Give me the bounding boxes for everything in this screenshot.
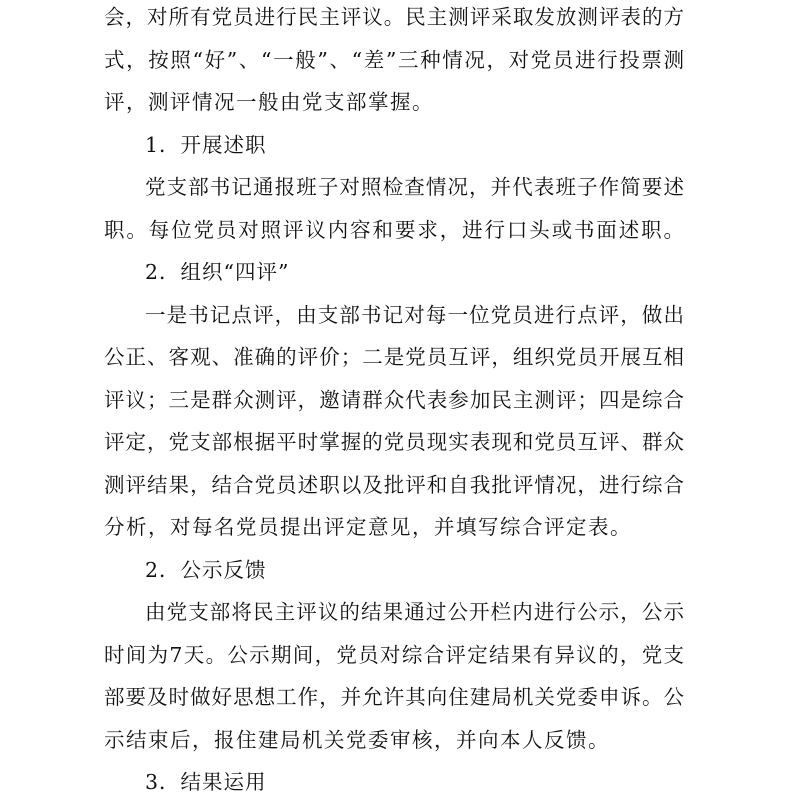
paragraph-line: 评议；三是群众测评，邀请群众代表参加民主测评；四是综合 (104, 388, 684, 412)
paragraph-line: 评，测评情况一般由党支部掌握。 (104, 90, 434, 114)
paragraph-line: 由党支部将民主评议的结果通过公开栏内进行公示，公示 (145, 600, 684, 624)
paragraph-line: 评定，党支部根据平时掌握的党员现实表现和党员互评、群众 (104, 430, 684, 454)
paragraph-line: 职。每位党员对照评议内容和要求，进行口头或书面述职。 (104, 218, 684, 242)
section-heading: 2．组织“四评” (145, 260, 290, 284)
paragraph-line: 式，按照“好”、“一般”、“差”三种情况，对党员进行投票测 (104, 48, 684, 72)
paragraph-line: 部要及时做好思想工作，并允许其向住建局机关党委申诉。公 (104, 685, 684, 709)
paragraph-line: 一是书记点评，由支部书记对每一位党员进行点评，做出 (145, 303, 684, 327)
paragraph-line: 党支部书记通报班子对照检查情况，并代表班子作简要述 (145, 175, 684, 199)
paragraph-line: 时间为7天。公示期间，党员对综合评定结果有异议的，党支 (104, 643, 684, 667)
paragraph-line: 分析，对每名党员提出评定意见，并填写综合评定表。 (104, 515, 632, 539)
section-heading: 1．开展述职 (145, 133, 267, 157)
paragraph-line: 示结束后，报住建局机关党委审核，并向本人反馈。 (104, 728, 610, 752)
section-heading: 2．公示反馈 (145, 558, 267, 582)
paragraph-line: 会，对所有党员进行民主评议。民主测评采取发放测评表的方 (104, 5, 684, 29)
paragraph-line: 公正、客观、准确的评价；二是党员互评，组织党员开展互相 (104, 345, 684, 369)
section-heading: 3．结果运用 (145, 770, 267, 794)
paragraph-line: 测评结果，结合党员述职以及批评和自我批评情况，进行综合 (104, 473, 684, 497)
